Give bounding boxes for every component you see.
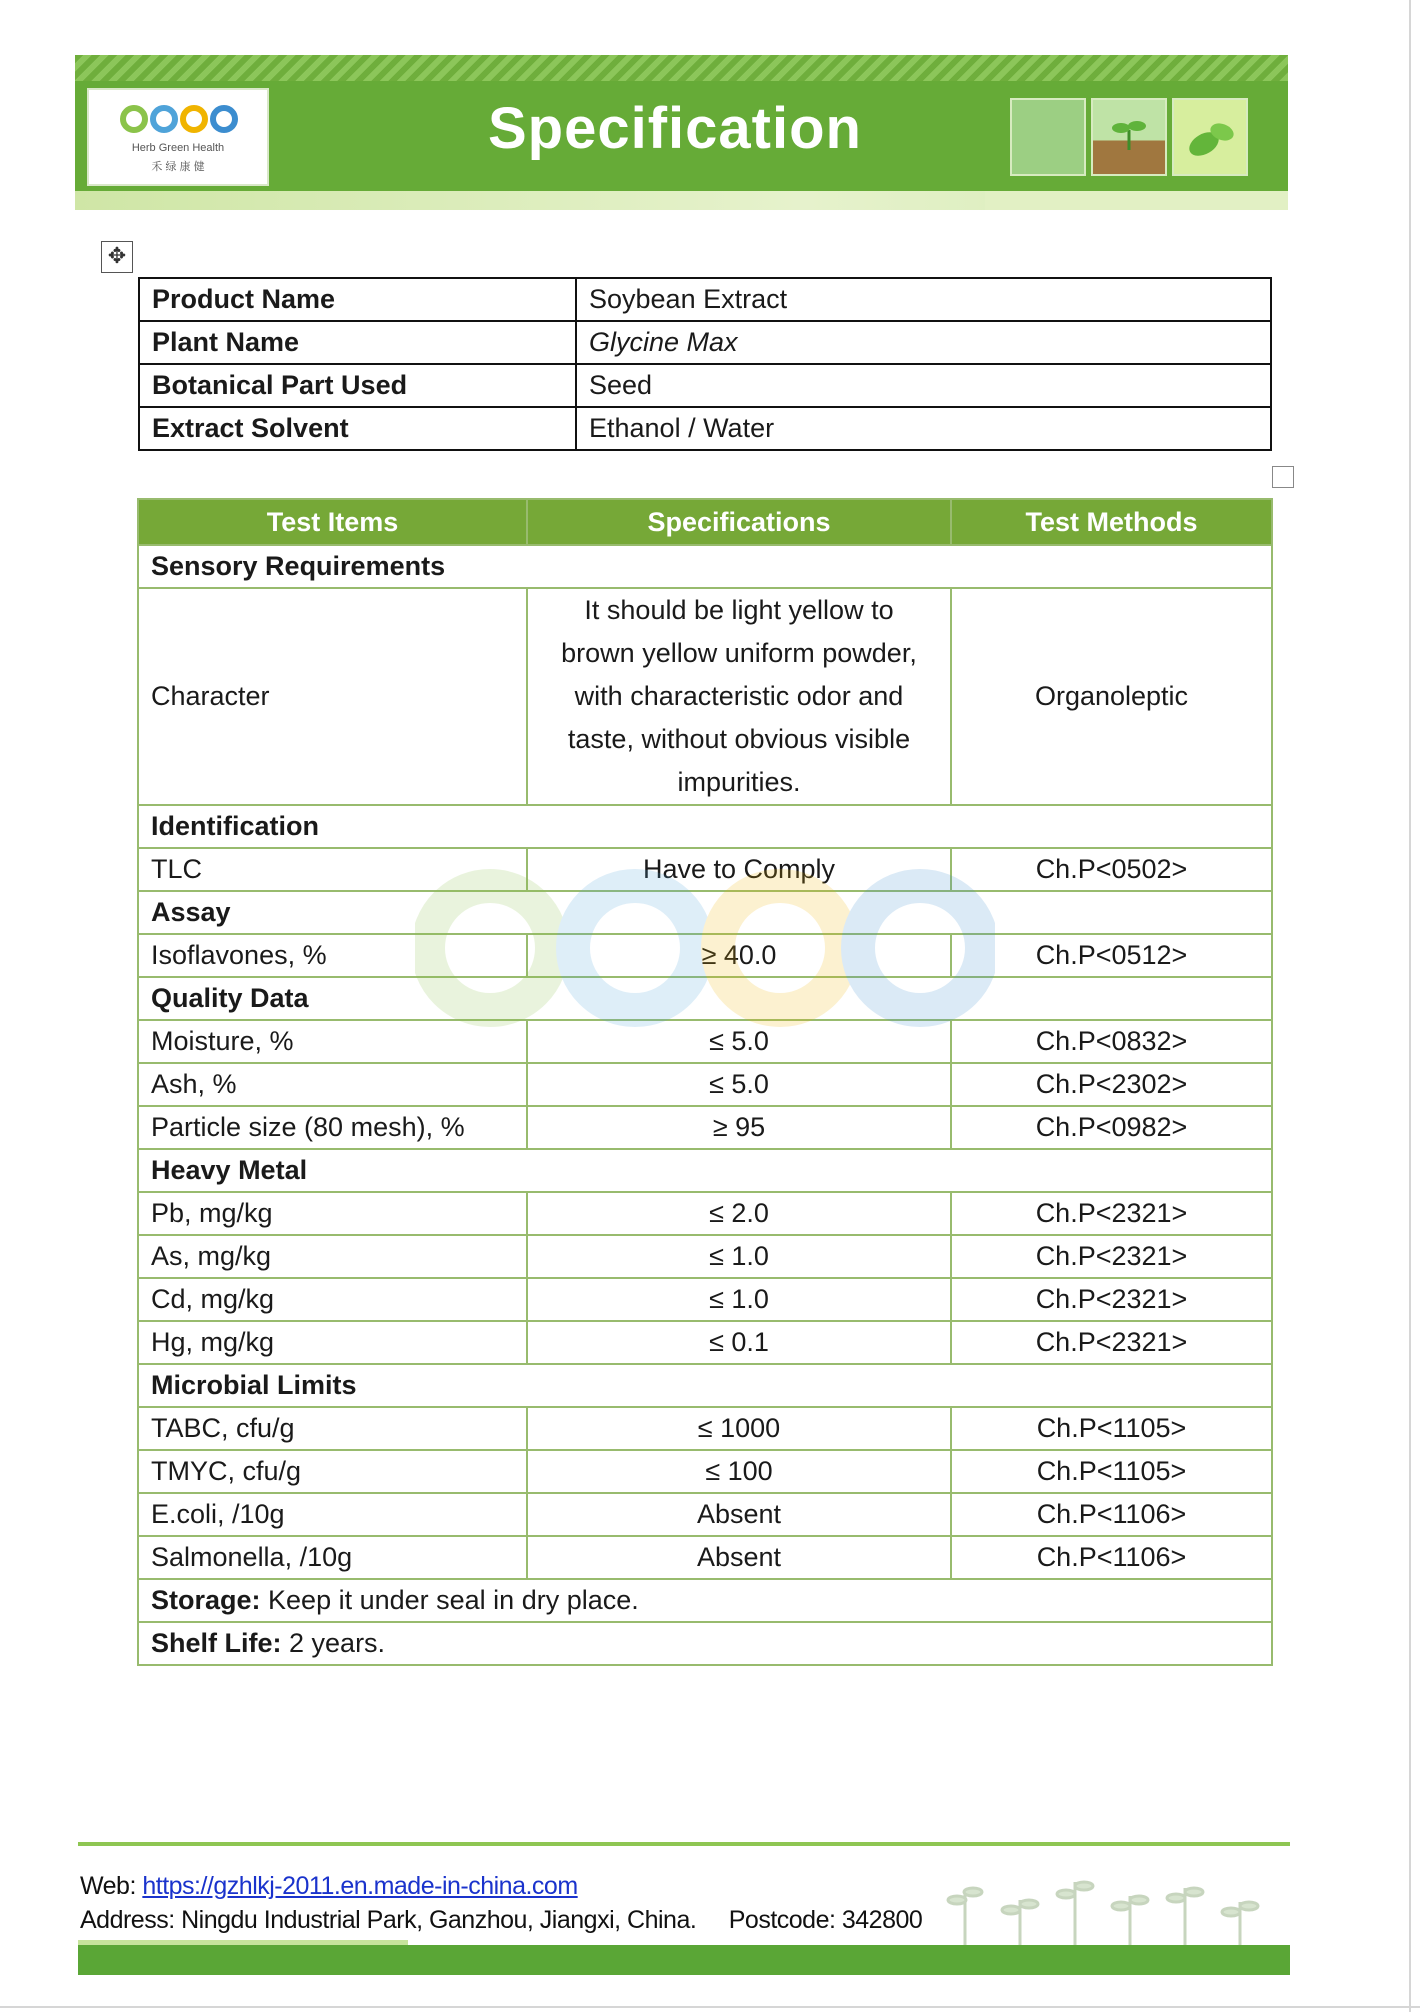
spec-cell: ≤ 1000 [527, 1407, 951, 1450]
shelf-life-cell [138, 1622, 1272, 1665]
part-used-value: Seed [576, 364, 1271, 407]
method-cell: Ch.P<0982> [951, 1106, 1272, 1149]
footer-divider [78, 1842, 1290, 1846]
page-edge-bottom [0, 2006, 1420, 2008]
web-link[interactable]: https://gzhlkj-2011.en.made-in-china.com [142, 1872, 578, 1900]
table-row [139, 278, 1271, 321]
product-info-table [138, 277, 1272, 451]
header-thumb-green [1010, 98, 1086, 176]
table-row [138, 1321, 1272, 1364]
section-row [138, 545, 1272, 588]
section-row [138, 805, 1272, 848]
page-edge-right [1409, 0, 1411, 2012]
item-cell: TMYC, cfu/g [138, 1450, 527, 1493]
section-row [138, 1149, 1272, 1192]
part-used-label: Botanical Part Used [139, 364, 576, 407]
section-row [138, 977, 1272, 1020]
table-row [139, 321, 1271, 364]
header-specifications: Specifications [527, 499, 951, 545]
item-cell: As, mg/kg [138, 1235, 527, 1278]
table-move-handle-icon[interactable]: ✥ [101, 241, 133, 273]
footer-bar [78, 1945, 1290, 1975]
spec-cell: ≤ 1.0 [527, 1235, 951, 1278]
company-logo [87, 88, 269, 186]
table-row [138, 588, 1272, 805]
method-cell: Ch.P<2321> [951, 1321, 1272, 1364]
method-cell: Ch.P<1106> [951, 1493, 1272, 1536]
spec-cell: ≤ 5.0 [527, 1020, 951, 1063]
spec-character [527, 588, 951, 805]
section-assay: Assay [138, 891, 1272, 934]
section-row [138, 891, 1272, 934]
sprout-icon [1093, 100, 1165, 174]
method-cell: Ch.P<0502> [951, 848, 1272, 891]
item-cell: Salmonella, /10g [138, 1536, 527, 1579]
item-cell: Pb, mg/kg [138, 1192, 527, 1235]
item-cell: E.coli, /10g [138, 1493, 527, 1536]
method-cell: Ch.P<2321> [951, 1235, 1272, 1278]
specification-table [137, 498, 1273, 1666]
spec-line: impurities. [677, 767, 801, 797]
table-row [138, 1063, 1272, 1106]
item-cell: Moisture, % [138, 1020, 527, 1063]
table-row [138, 1278, 1272, 1321]
method-cell: Ch.P<2321> [951, 1278, 1272, 1321]
footer-web [80, 1872, 578, 1901]
postcode-text: Postcode: 342800 [728, 1906, 923, 1934]
table-row [138, 1536, 1272, 1579]
header-hatch-strip [75, 55, 1288, 81]
table-row [139, 364, 1271, 407]
item-cell: Hg, mg/kg [138, 1321, 527, 1364]
leaf-icon [1174, 100, 1246, 174]
solvent-value: Ethanol / Water [576, 407, 1271, 450]
item-cell: TABC, cfu/g [138, 1407, 527, 1450]
method-cell: Ch.P<1105> [951, 1450, 1272, 1493]
header-thumb-leaf [1172, 98, 1248, 176]
product-name-value: Soybean Extract [576, 278, 1271, 321]
item-cell: Ash, % [138, 1063, 527, 1106]
section-heavy-metal: Heavy Metal [138, 1149, 1272, 1192]
table-row [138, 1235, 1272, 1278]
spec-line: taste, without obvious visible [567, 724, 911, 754]
spec-cell: ≤ 1.0 [527, 1278, 951, 1321]
storage-cell [138, 1579, 1272, 1622]
spec-line: brown yellow uniform powder, [561, 638, 917, 668]
footer-address-line [80, 1906, 922, 1935]
item-character: Character [138, 588, 527, 805]
item-cell: Cd, mg/kg [138, 1278, 527, 1321]
logo-mark-icon [119, 102, 239, 136]
section-identification: Identification [138, 805, 1272, 848]
table-row [138, 1450, 1272, 1493]
spec-cell: Have to Comply [527, 848, 951, 891]
spec-cell: ≤ 2.0 [527, 1192, 951, 1235]
spec-cell: ≤ 5.0 [527, 1063, 951, 1106]
table-resize-handle[interactable] [1272, 466, 1294, 488]
shelf-life-label: Shelf Life: [151, 1628, 282, 1658]
method-cell: Ch.P<2321> [951, 1192, 1272, 1235]
plants-decoration-icon [945, 1870, 1275, 1950]
header-underline-accent [985, 191, 1288, 210]
logo-caption-cn: 禾 绿 康 健 [151, 161, 205, 173]
table-row [138, 848, 1272, 891]
spec-cell: ≤ 100 [527, 1450, 951, 1493]
section-row [138, 1364, 1272, 1407]
table-row [138, 1106, 1272, 1149]
spec-cell: ≥ 40.0 [527, 934, 951, 977]
section-microbial: Microbial Limits [138, 1364, 1272, 1407]
spec-cell: ≤ 0.1 [527, 1321, 951, 1364]
spec-line: with characteristic odor and [574, 681, 904, 711]
header-test-items: Test Items [138, 499, 527, 545]
spec-cell: ≥ 95 [527, 1106, 951, 1149]
table-row [138, 1192, 1272, 1235]
table-row [139, 407, 1271, 450]
item-cell: Particle size (80 mesh), % [138, 1106, 527, 1149]
table-header-row [138, 499, 1272, 545]
page-title: Specification [488, 96, 862, 161]
storage-row [138, 1579, 1272, 1622]
web-label: Web: [80, 1872, 143, 1900]
table-row [138, 1493, 1272, 1536]
item-cell: Isoflavones, % [138, 934, 527, 977]
shelf-life-text: 2 years. [281, 1628, 386, 1658]
storage-label: Storage: [151, 1585, 261, 1615]
method-character: Organoleptic [951, 588, 1272, 805]
plant-name-label: Plant Name [139, 321, 576, 364]
product-name-label: Product Name [139, 278, 576, 321]
method-cell: Ch.P<0832> [951, 1020, 1272, 1063]
address-text: Address: Ningdu Industrial Park, Ganzhou, Jiangxi, China. [80, 1906, 697, 1934]
plant-name-value: Glycine Max [576, 321, 1271, 364]
header-thumb-sprout [1091, 98, 1167, 176]
header-test-methods: Test Methods [951, 499, 1272, 545]
solvent-label: Extract Solvent [139, 407, 576, 450]
storage-text: Keep it under seal in dry place. [260, 1585, 639, 1615]
table-row [138, 1407, 1272, 1450]
method-cell: Ch.P<1106> [951, 1536, 1272, 1579]
table-row [138, 1020, 1272, 1063]
section-sensory: Sensory Requirements [138, 545, 1272, 588]
section-quality: Quality Data [138, 977, 1272, 1020]
method-cell: Ch.P<2302> [951, 1063, 1272, 1106]
shelf-life-row [138, 1622, 1272, 1665]
page-header [75, 55, 1288, 210]
table-row [138, 934, 1272, 977]
spec-cell: Absent [527, 1536, 951, 1579]
logo-caption: Herb Green Health [131, 142, 225, 154]
method-cell: Ch.P<0512> [951, 934, 1272, 977]
spec-cell: Absent [527, 1493, 951, 1536]
item-cell: TLC [138, 848, 527, 891]
method-cell: Ch.P<1105> [951, 1407, 1272, 1450]
spec-line: It should be light yellow to [584, 595, 894, 625]
